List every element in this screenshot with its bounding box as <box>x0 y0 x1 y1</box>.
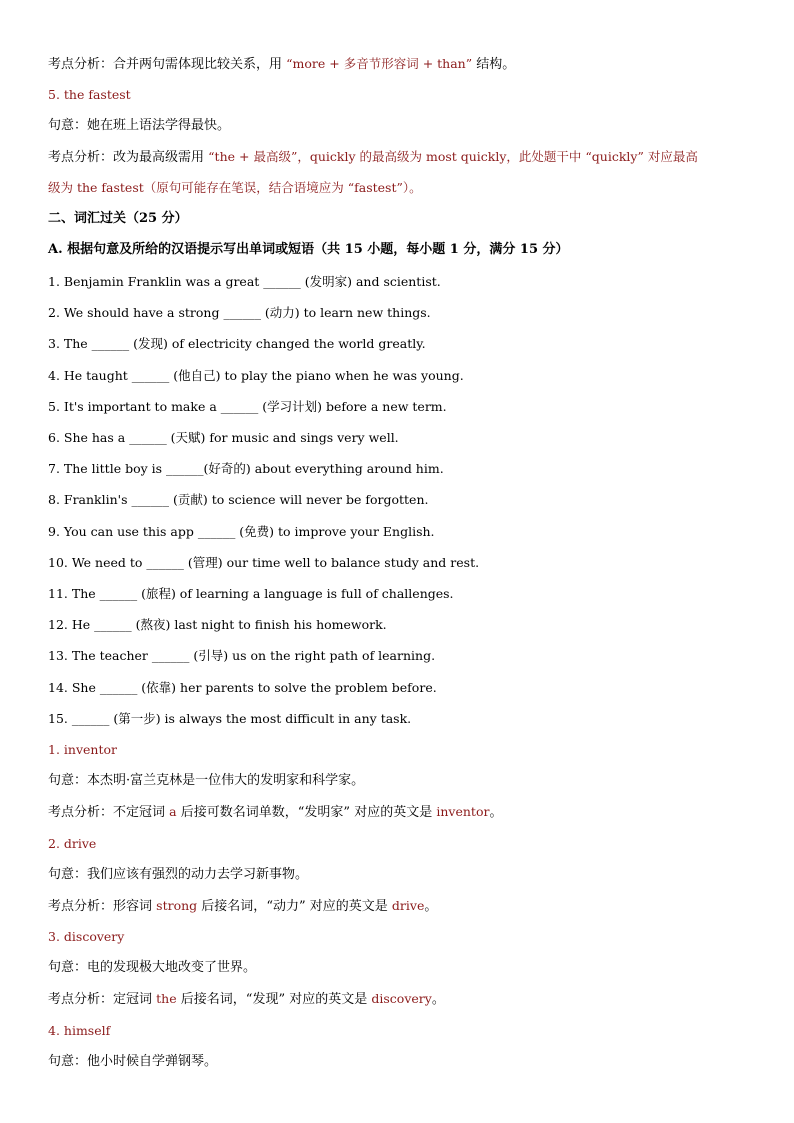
analysis-keyword: a <box>169 804 177 819</box>
analysis-text: 。 <box>489 805 503 820</box>
analysis-quote: “发明家” <box>297 805 351 820</box>
analysis-keyword: “the + 最高级”，quickly 的最高级为 most quickly，此处题干中 “quickly” 对应最高 <box>208 149 698 164</box>
analysis-keyword: inventor <box>436 804 490 819</box>
analysis-keyword: the <box>156 991 177 1006</box>
analysis-line <box>48 897 437 916</box>
analysis-label: 考点分析：形容词 <box>48 899 153 914</box>
analysis-line <box>48 148 698 167</box>
answer-5: 5. the fastest <box>48 87 131 102</box>
question-item: 5. It's important to make a ______ (学习计划) before a new term. <box>48 399 447 414</box>
answer-meaning: 句意：他小时候自学弹钢琴。 <box>48 1054 218 1069</box>
analysis-text: 对应的英文是 <box>309 899 388 914</box>
analysis-label: 考点分析：合并两句需体现比较关系，用 <box>48 57 283 72</box>
question-item: 9. You can use this app ______ (免费) to improve your English. <box>48 524 435 539</box>
section-title: 二、词汇过关（25 分） <box>48 211 188 226</box>
analysis-text: 结构。 <box>476 57 516 72</box>
analysis-quote: “发现” <box>245 992 286 1007</box>
answer-meaning: 句意：本杰明·富兰克林是一位伟大的发明家和科学家。 <box>48 773 365 788</box>
analysis-keyword: drive <box>391 898 425 913</box>
question-item: 10. We need to ______ (管理) our time well to balance study and rest. <box>48 555 480 570</box>
part-a-instructions: A. 根据句意及所给的汉语提示写出单词或短语（共 15 小题，每小题 1 分，满分 15 分） <box>48 242 569 257</box>
analysis-keyword: strong <box>156 898 198 913</box>
analysis-label: 考点分析：定冠词 <box>48 992 153 1007</box>
analysis-label: 考点分析：不定冠词 <box>48 805 166 820</box>
analysis-continuation: 级为 the fastest（原句可能存在笔误，结合语境应为 “fastest”）。 <box>48 180 422 195</box>
analysis-text: 后接可数名词单数， <box>180 805 298 820</box>
analysis-keyword: discovery <box>371 991 432 1006</box>
answer-item: 1. inventor <box>48 742 117 757</box>
analysis-text: 。 <box>424 899 438 914</box>
question-item: 8. Franklin's ______ (贡献) to science will never be forgotten. <box>48 492 429 507</box>
question-item: 12. He ______ (熬夜) last night to finish his homework. <box>48 617 387 632</box>
analysis-quote: “动力” <box>266 899 306 914</box>
analysis-text: 后接名词， <box>201 899 267 914</box>
answer-item: 3. discovery <box>48 929 125 944</box>
analysis-text: 对应的英文是 <box>289 992 368 1007</box>
question-item: 6. She has a ______ (天赋) for music and sings very well. <box>48 430 399 445</box>
analysis-line <box>48 990 445 1009</box>
analysis-label: 考点分析：改为最高级需用 <box>48 150 205 165</box>
analysis-line <box>48 803 502 822</box>
question-item: 7. The little boy is ______(好奇的) about everything around him. <box>48 461 444 476</box>
question-item: 3. The ______ (发现) of electricity changed the world greatly. <box>48 336 426 351</box>
analysis-line <box>48 55 515 74</box>
question-item: 14. She ______ (依靠) her parents to solve the problem before. <box>48 680 437 695</box>
answer-meaning: 句意：我们应该有强烈的动力去学习新事物。 <box>48 867 309 882</box>
question-item: 15. ______ (第一步) is always the most difficult in any task. <box>48 711 412 726</box>
answer-meaning: 句意：电的发现极大地改变了世界。 <box>48 960 257 975</box>
analysis-text: 。 <box>431 992 445 1007</box>
analysis-text: 对应的英文是 <box>354 805 433 820</box>
analysis-keyword: “more + 多音节形容词 + than” <box>286 56 473 71</box>
question-item: 4. He taught ______ (他自己) to play the piano when he was young. <box>48 368 464 383</box>
question-item: 1. Benjamin Franklin was a great ______ (发明家) and scientist. <box>48 274 441 289</box>
answer-item: 2. drive <box>48 836 97 851</box>
analysis-text: 后接名词， <box>180 992 246 1007</box>
question-item: 2. We should have a strong ______ (动力) to learn new things. <box>48 305 431 320</box>
meaning-5: 句意：她在班上语法学得最快。 <box>48 118 231 133</box>
question-item: 11. The ______ (旅程) of learning a language is full of challenges. <box>48 586 454 601</box>
answer-item: 4. himself <box>48 1023 111 1038</box>
question-item: 13. The teacher ______ (引导) us on the right path of learning. <box>48 648 436 663</box>
